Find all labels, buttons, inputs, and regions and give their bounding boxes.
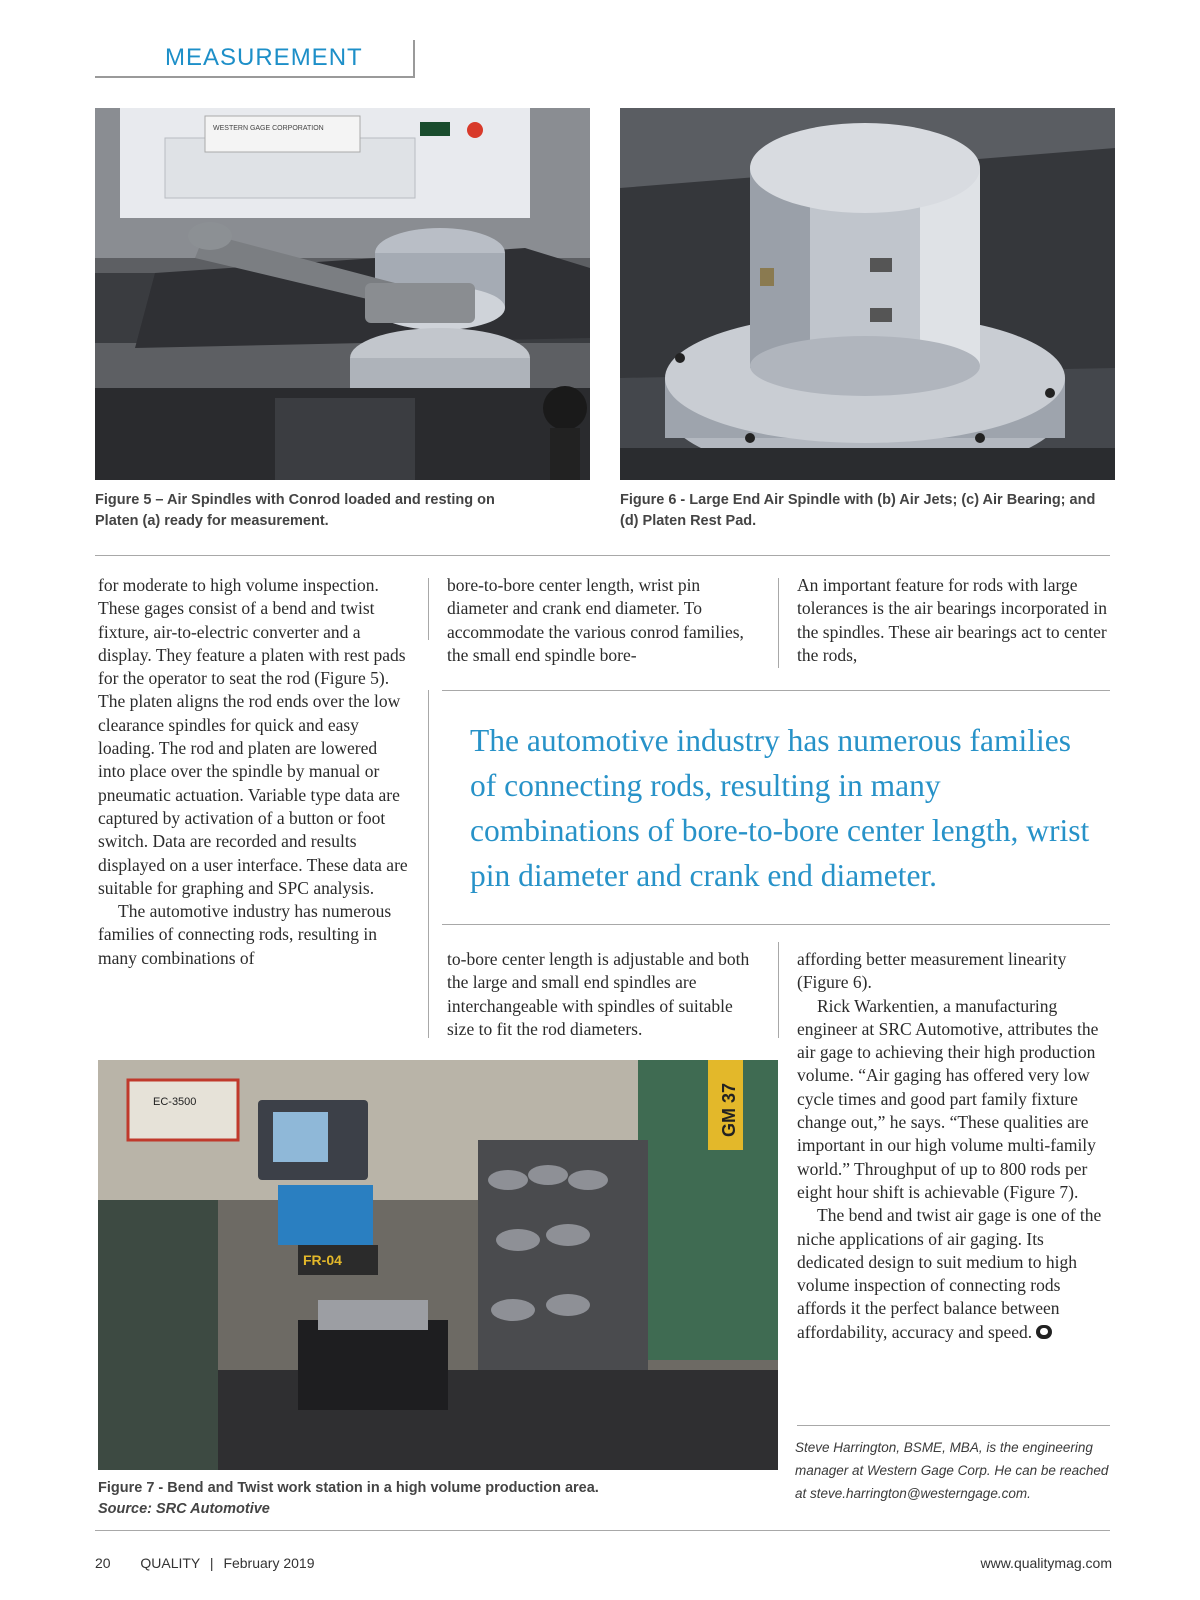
column-1-paragraph-2: The automotive industry has numerous families of connecting rods, resulting in many combinations of: [98, 901, 392, 968]
column-divider-1-top: [428, 578, 429, 640]
column-divider-1-bottom: [428, 690, 429, 1038]
svg-text:EC-3500: EC-3500: [153, 1096, 197, 1108]
svg-text:GM 37: GM 37: [719, 1082, 739, 1137]
footer-rule: [95, 1530, 1110, 1531]
column-divider-2-bottom: [778, 942, 779, 1038]
page-number: 20: [95, 1555, 111, 1571]
column-2-paragraph-1: bore-to-bore center length, wrist pin diameter and crank end diameter. To accommodate the various conrod families, the small end spindle bore-: [447, 575, 744, 665]
pull-quote: The automotive industry has numerous families of connecting rods, resulting in many combinations of bore-to-bore center length, wrist pin diameter and crank end diameter.: [470, 723, 1090, 893]
section-header: [95, 40, 415, 78]
quality-end-mark-icon: [1036, 1325, 1052, 1339]
figure-5-photo: [95, 108, 590, 480]
pullquote-bottom-rule: [442, 924, 1110, 925]
column-3-paragraph-2: affording better measurement linearity (Figure 6).: [797, 949, 1067, 993]
figure-7-caption-text: Figure 7 - Bend and Twist work station in a high volume production area.: [98, 1480, 599, 1496]
column-3-paragraph-3: Rick Warkentien, a manufacturing engineer at SRC Automotive, attributes the air gage to achieving their high production volume. “Air gaging has offered very low cycle times and good part family fixture change out,” he says. “These qualities are important in our high volume multi-family world.” Throughput of up to 800 rods per eight hour shift is achievable (Figure 7).: [797, 995, 1099, 1202]
figure-5-caption-text: Figure 5 – Air Spindles with Conrod loaded and resting on Platen (a) ready for measurement.: [95, 492, 495, 529]
figure-6-photo: [620, 108, 1115, 480]
figure-5-caption: [95, 490, 535, 532]
figure-7-photo: [98, 1060, 778, 1470]
column-3-paragraph-1: An important feature for rods with large tolerances is the air bearings incorporated in the spindles. These air bearings act to center the rods,: [797, 575, 1108, 665]
footer-left: [95, 1555, 315, 1571]
figure-7-caption: [98, 1478, 778, 1520]
column-2-bottom: [447, 948, 762, 1041]
column-2-top: [447, 574, 757, 667]
caption-divider: [95, 555, 1110, 556]
column-2-paragraph-2: to-bore center length is adjustable and both the large and small end spindles are interchangeable with spindles of suitable size to fit the rod diameters.: [447, 949, 750, 1039]
column-3-bottom: [797, 948, 1112, 1344]
column-1-paragraph-1: for moderate to high volume inspection. These gages consist of a bend and twist fixture, air-to-electric converter and a display. They feature a platen with rest pads for the operator to seat the rod (Figure 5). The platen aligns the rod ends over the low clearance spindles for quick and easy loading. The rod and platen are lowered into place over the spindle by manual or pneumatic actuation. Variable type data are captured by activation of a button or foot switch. Data are recorded and results displayed on a user interface. These data are suitable for graphing and SPC analysis.: [98, 575, 408, 898]
footer-separator: |: [209, 1555, 214, 1571]
author-bio: Steve Harrington, BSME, MBA, is the engineering manager at Western Gage Corp. He can be reached at steve.harrington@westerngage.com.: [795, 1440, 1109, 1501]
column-1: [98, 574, 408, 970]
magazine-name: QUALITY: [140, 1555, 201, 1571]
svg-text:WESTERN GAGE CORPORATION: WESTERN GAGE CORPORATION: [213, 125, 324, 132]
column-3-paragraph-4: The bend and twist air gage is one of the niche applications of air gaging. Its dedicated design to suit medium to high volume inspection of connecting rods affords it the perfect balance between affordability, accuracy and speed.: [797, 1205, 1102, 1342]
pullquote-top-rule: [442, 690, 1110, 691]
figure-7-source: Source: SRC Automotive: [98, 1501, 270, 1517]
section-title: MEASUREMENT: [165, 44, 363, 71]
column-divider-2-top: [778, 578, 779, 668]
issue-date: February 2019: [223, 1555, 315, 1571]
bio-divider: [797, 1425, 1110, 1426]
svg-text:FR-04: FR-04: [303, 1252, 342, 1268]
column-3-top: [797, 574, 1112, 667]
footer-website[interactable]: www.qualitymag.com: [980, 1555, 1112, 1571]
figure-6-caption-text: Figure 6 - Large End Air Spindle with (b) Air Jets; (c) Air Bearing; and (d) Platen Rest Pad.: [620, 492, 1096, 529]
figure-6-caption: [620, 490, 1110, 532]
